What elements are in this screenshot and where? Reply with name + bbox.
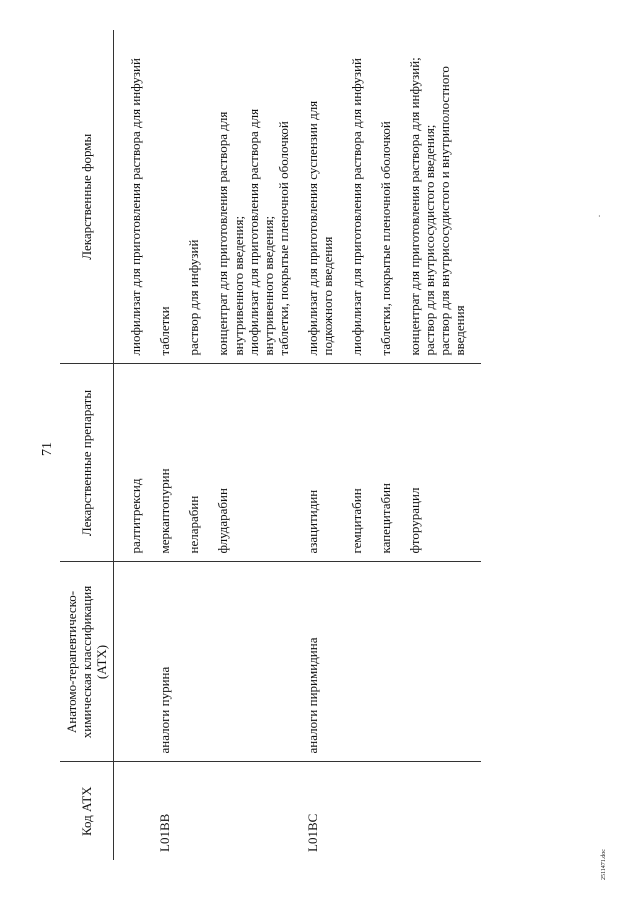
atx-table	[60, 30, 481, 860]
dosage-form-line: раствор для внутрисосудистого и внутриполостного введения	[437, 66, 468, 356]
table-row	[215, 30, 304, 860]
page-number: 71	[40, 442, 55, 456]
table-row	[378, 30, 407, 860]
dosage-form-line: таблетки, покрытые пленочной оболочкой	[275, 121, 291, 356]
atx-class-cell	[349, 562, 378, 762]
table-row	[305, 30, 349, 860]
drug-name-cell: флударабин	[215, 364, 304, 562]
drug-name-cell: фторурацил	[407, 364, 481, 562]
dosage-forms-cell	[157, 30, 186, 364]
drug-name-cell: ралтитрексид	[114, 364, 158, 562]
drug-name-cell: капецитабин	[378, 364, 407, 562]
dosage-form-line: лиофилизат для приготовления суспензии для подкожного введения	[304, 100, 335, 356]
header-drug: Лекарственные препараты	[60, 364, 114, 562]
footer-code: 2511471.doc	[601, 849, 607, 880]
atx-class-cell: аналоги пиримидина	[305, 562, 349, 762]
atx-code-cell	[114, 762, 158, 860]
dosage-forms-cell	[378, 30, 407, 364]
dosage-form-line: таблетки	[157, 306, 173, 356]
atx-code-cell	[349, 762, 378, 860]
header-code: Код АТХ	[60, 762, 114, 860]
atx-class-cell	[407, 562, 481, 762]
dosage-forms-cell	[407, 30, 481, 364]
drug-name-cell: неларабин	[186, 364, 215, 562]
header-atx-class: Анатомо-терапевтическо-химическая классификация (АТХ)	[60, 562, 114, 762]
table-body	[114, 30, 482, 860]
drug-name-cell: гемцитабин	[349, 364, 378, 562]
dosage-form-line: раствор для инфузий	[186, 239, 202, 356]
atx-code-cell: L01BC	[304, 813, 320, 852]
table-row	[407, 30, 481, 860]
table-row	[349, 30, 378, 860]
atx-code-cell	[407, 762, 481, 860]
dosage-form-line: концентрат для приготовления раствора для инфузий;	[407, 57, 423, 356]
table-row	[157, 30, 186, 860]
dosage-forms-cell	[305, 30, 349, 364]
atx-table-container	[60, 30, 600, 860]
dosage-form-line: лиофилизат для приготовления раствора для инфузий	[349, 58, 365, 356]
dosage-form-line: лиофилизат для приготовления раствора для внутривенного введения;	[245, 108, 276, 356]
dosage-forms-cell	[349, 30, 378, 364]
drug-name-cell: азацитидин	[305, 364, 349, 562]
dosage-form-line: таблетки, покрытые пленочной оболочкой	[378, 121, 394, 356]
atx-class-cell	[215, 562, 304, 762]
atx-class-cell: аналоги пурина	[157, 562, 186, 762]
table-row	[186, 30, 215, 860]
dosage-forms-cell	[215, 30, 304, 364]
drug-name-cell: меркаптопурин	[157, 364, 186, 562]
table-row	[114, 30, 158, 860]
header-forms: Лекарственные формы	[60, 30, 114, 364]
dosage-forms-cell	[114, 30, 158, 364]
atx-class-cell	[114, 562, 158, 762]
atx-code-cell	[186, 762, 215, 860]
dosage-form-line: лиофилизат для приготовления раствора для инфузий	[128, 58, 144, 356]
dosage-form-line: раствор для внутрисосудистого введения;	[422, 124, 438, 356]
atx-code-cell	[378, 762, 407, 860]
atx-class-cell	[186, 562, 215, 762]
dosage-form-line: концентрат для приготовления раствора для внутривенного введения;	[215, 111, 246, 356]
dosage-forms-cell	[186, 30, 215, 364]
atx-code-cell	[215, 762, 304, 860]
atx-class-cell	[378, 562, 407, 762]
atx-code-cell: L01BB	[157, 813, 173, 852]
stray-dot: ·	[598, 212, 601, 221]
table-header-row	[60, 30, 114, 860]
